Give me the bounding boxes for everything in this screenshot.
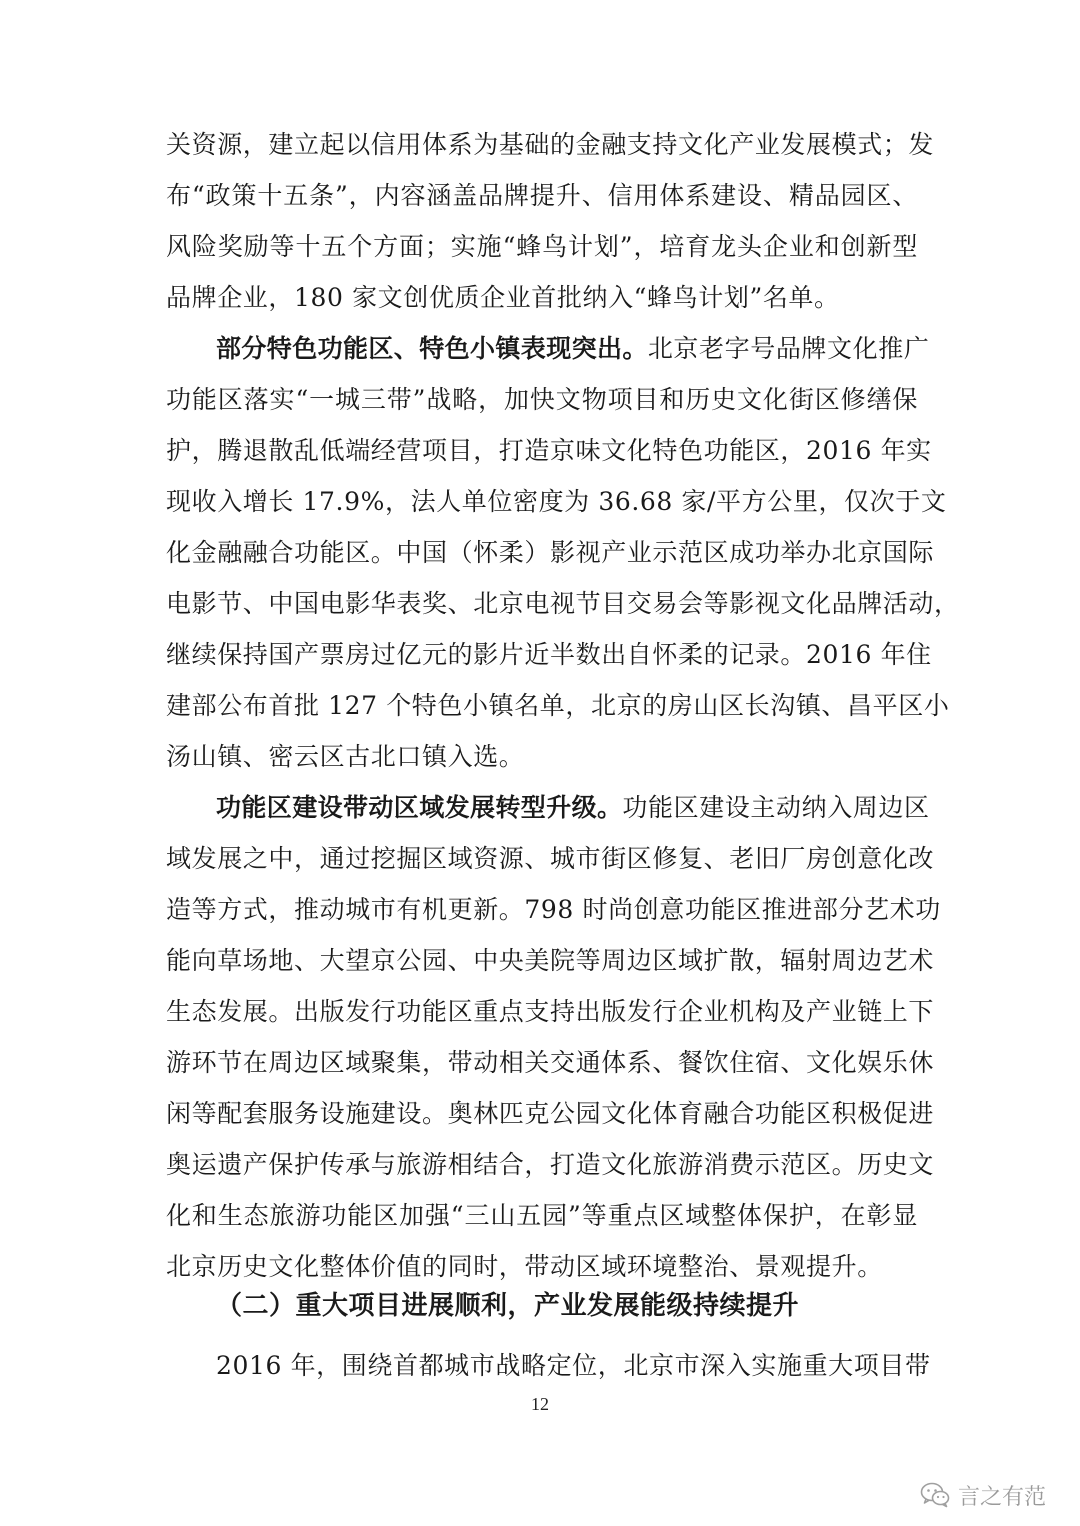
body-line: 闲等配套服务设施建设。奥林匹克公园文化体育融合功能区积极促进 [166,1099,935,1128]
paragraph-lead-text: 功能区建设主动纳入周边区 [622,793,930,822]
body-line: 造等方式，推动城市有机更新。798 时尚创意功能区推进部分艺术功 [166,895,941,924]
paragraph-lead-line [216,793,930,823]
watermark [920,1480,1046,1510]
body-line: 风险奖励等十五个方面；实施“蜂鸟计划”，培育龙头企业和创新型 [166,232,918,261]
body-line: 功能区落实“一城三带”战略，加快文物项目和历史文化街区修缮保 [166,385,918,414]
paragraph-lead-line [216,334,930,364]
body-line: 北京历史文化整体价值的同时，带动区域环境整治、景观提升。 [166,1252,883,1281]
paragraph-lead-text: 北京老字号品牌文化推广 [647,334,930,363]
body-line: 布“政策十五条”，内容涵盖品牌提升、信用体系建设、精品园区、 [166,181,918,210]
body-line: 继续保持国产票房过亿元的影片近半数出自怀柔的记录。2016 年住 [166,640,932,669]
body-line: 化金融融合功能区。中国（怀柔）影视产业示范区成功举办北京国际 [166,538,935,567]
paragraph-lead-bold: 功能区建设带动区域发展转型升级。 [216,793,623,822]
body-line: 关资源，建立起以信用体系为基础的金融支持文化产业发展模式；发 [166,130,935,159]
section-heading: （二）重大项目进展顺利，产业发展能级持续提升 [216,1291,800,1321]
body-line: 电影节、中国电影华表奖、北京电视节目交易会等影视文化品牌活动， [166,589,960,618]
body-line: 汤山镇、密云区古北口镇入选。 [166,742,525,771]
body-line: 2016 年，围绕首都城市战略定位，北京市深入实施重大项目带 [216,1351,931,1380]
paragraph-lead-bold: 部分特色功能区、特色小镇表现突出。 [216,334,648,363]
body-line: 游环节在周边区域聚集，带动相关交通体系、餐饮住宿、文化娱乐休 [166,1048,935,1077]
body-line: 品牌企业，180 家文创优质企业首批纳入“蜂鸟计划”名单。 [166,283,840,312]
body-line: 建部公布首批 127 个特色小镇名单，北京的房山区长沟镇、昌平区小 [166,691,950,720]
wechat-icon [920,1482,950,1508]
body-line: 化和生态旅游功能区加强“三山五园”等重点区域整体保护，在彰显 [166,1201,918,1230]
body-line: 现收入增长 17.9%，法人单位密度为 36.68 家/平方公里，仅次于文 [166,487,947,516]
watermark-label: 言之有范 [957,1484,1046,1510]
body-line: 能向草场地、大望京公园、中央美院等周边区域扩散，辐射周边艺术 [166,946,935,975]
body-line: 护，腾退散乱低端经营项目，打造京味文化特色功能区，2016 年实 [166,436,932,465]
page-number: 12 [531,1394,549,1414]
body-line: 生态发展。出版发行功能区重点支持出版发行企业机构及产业链上下 [166,997,935,1026]
body-line: 奥运遗产保护传承与旅游相结合，打造文化旅游消费示范区。历史文 [166,1150,935,1179]
body-line: 域发展之中，通过挖掘区域资源、城市街区修复、老旧厂房创意化改 [166,844,935,873]
